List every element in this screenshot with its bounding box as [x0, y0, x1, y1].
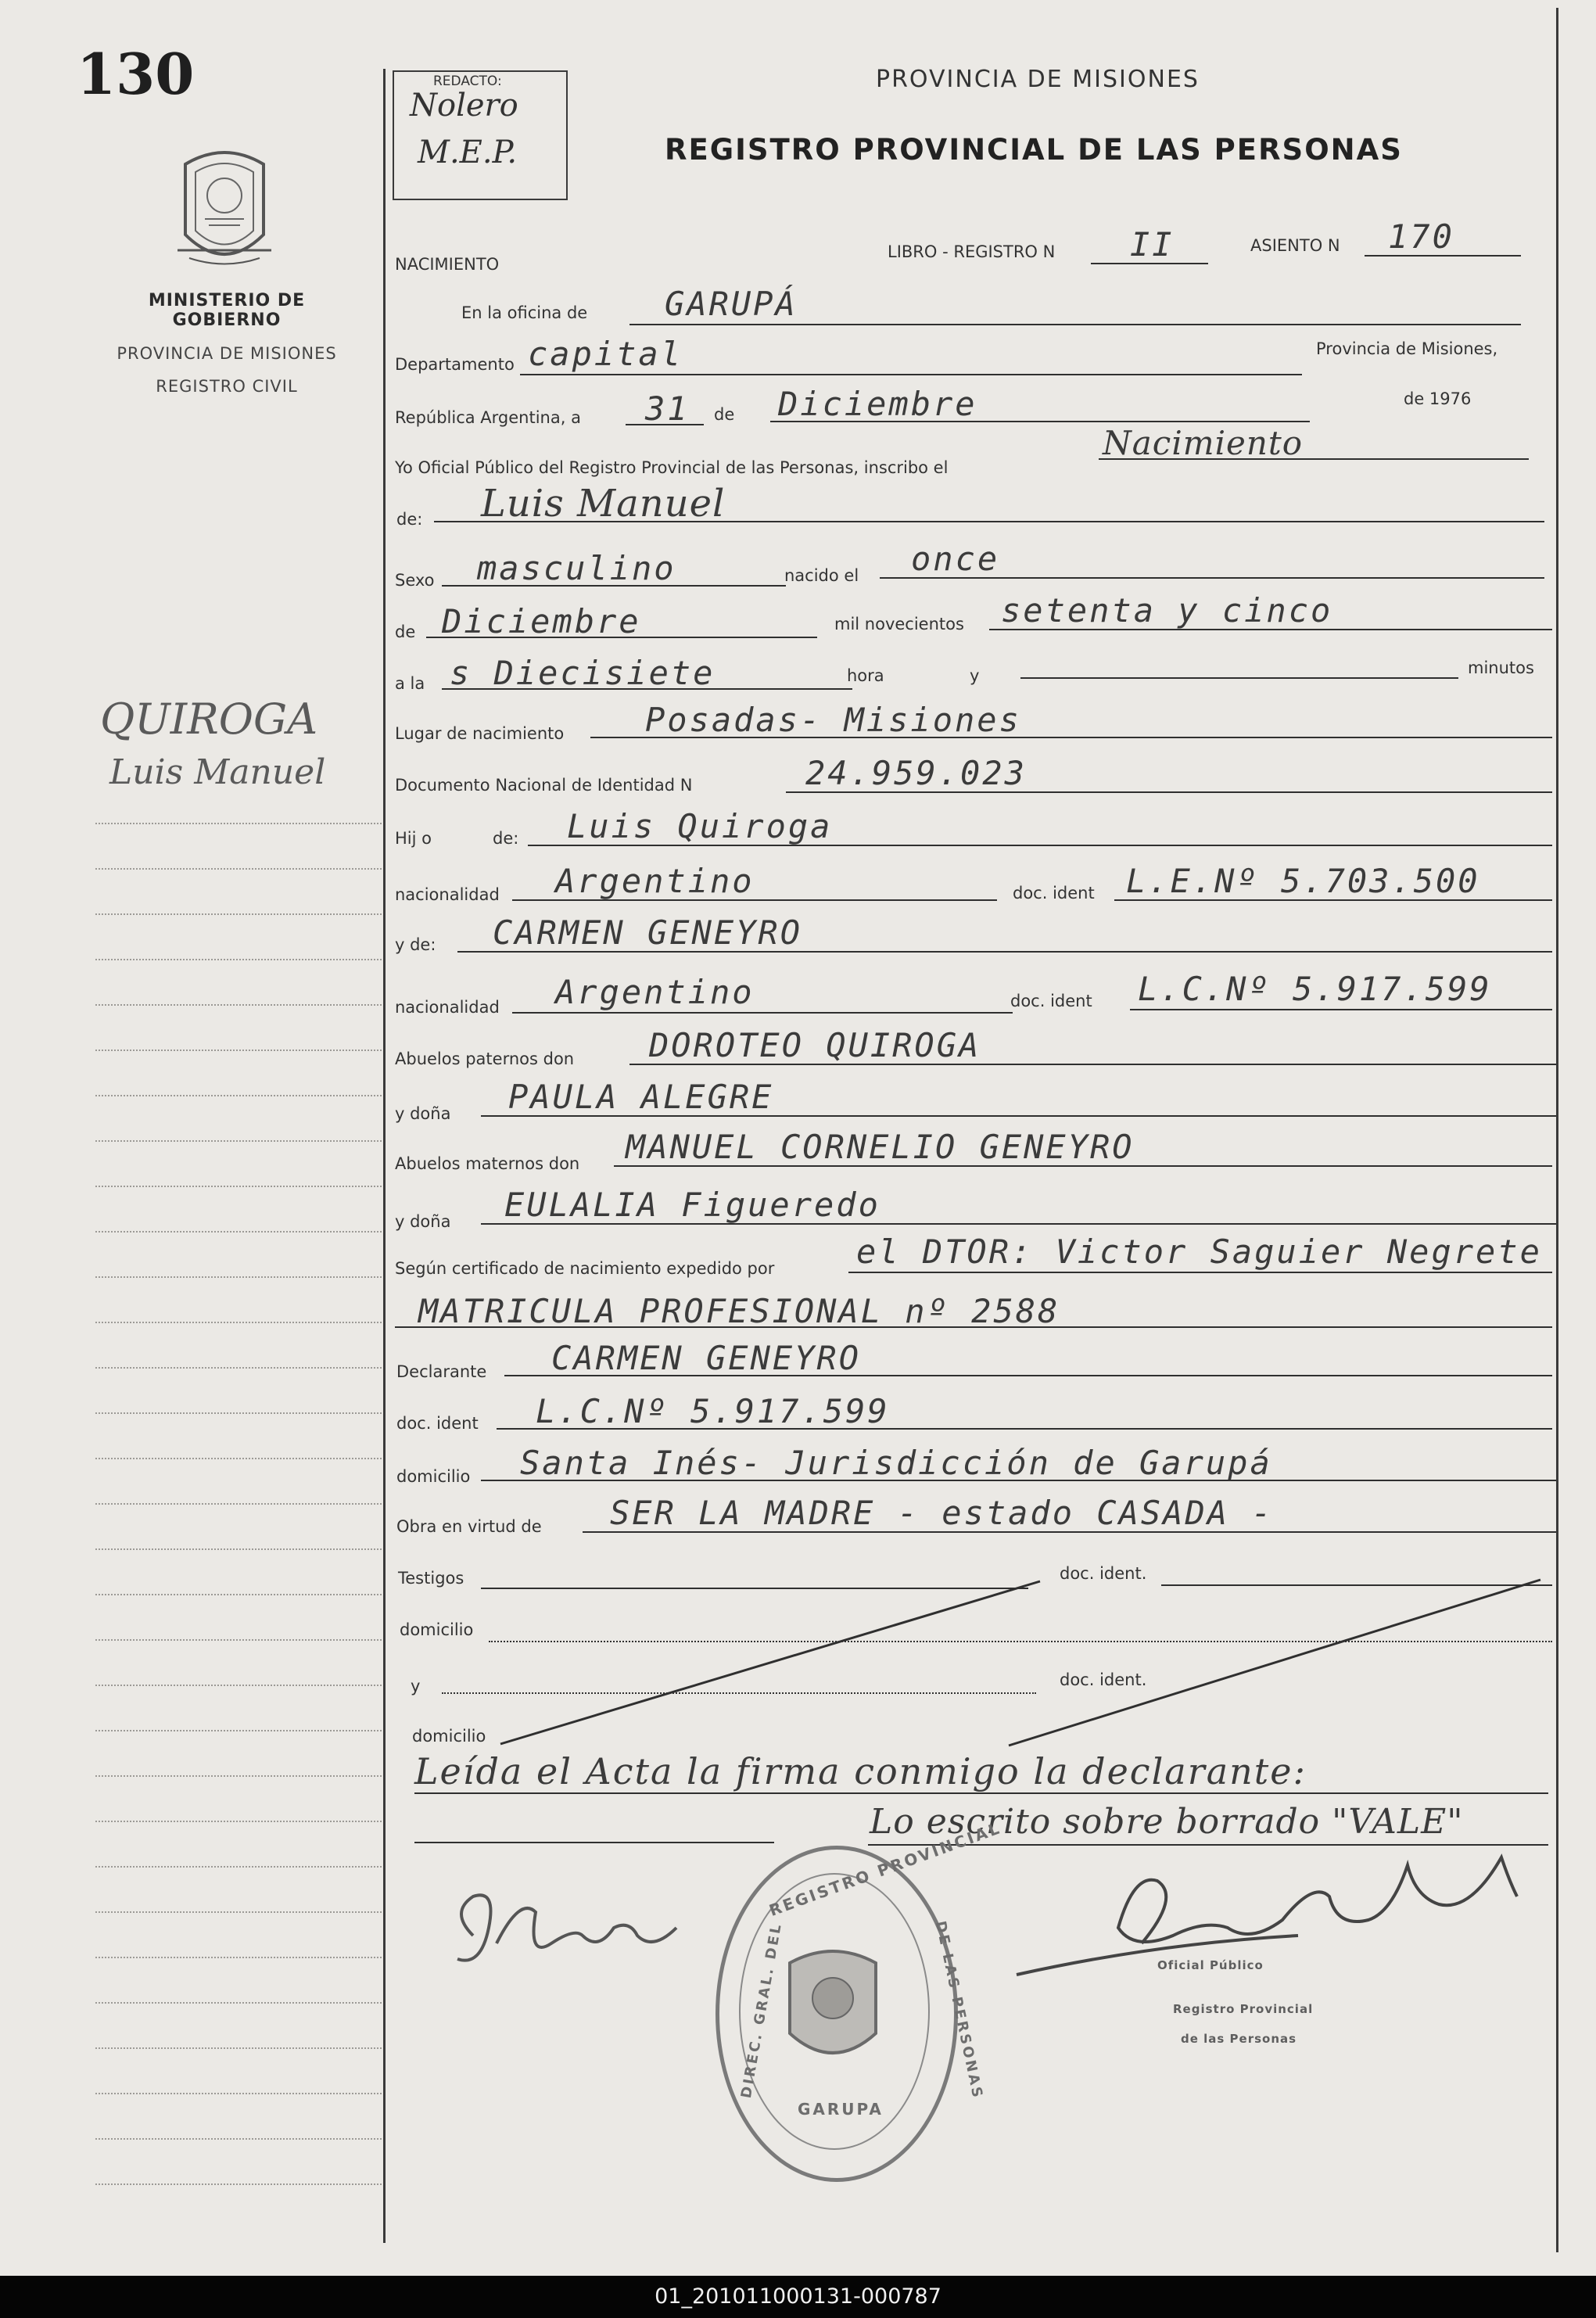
- abuelos-maternos-label: Abuelos maternos don: [395, 1154, 580, 1173]
- official-stamp-line-3: de las Personas: [1181, 2032, 1297, 2046]
- margin-rule: [95, 868, 385, 870]
- abuela-paterna: PAULA ALEGRE: [508, 1078, 774, 1116]
- dni-label: Documento Nacional de Identidad N: [395, 776, 693, 795]
- act-type: NACIMIENTO: [395, 255, 500, 274]
- abuelo-paterno-row: [395, 1026, 1552, 1078]
- madre-de-label: y de:: [395, 935, 436, 954]
- right-signature-graphic: [1001, 1850, 1540, 2006]
- dni-value: 24.959.023: [805, 754, 1027, 792]
- matricula-value: MATRICULA PROFESIONAL nº 2588: [418, 1292, 1060, 1330]
- margin-rule: [95, 823, 385, 824]
- nombre-label: de:: [396, 510, 423, 529]
- testigos-label: Testigos: [398, 1569, 464, 1588]
- abuela-paterna-label: y doña: [395, 1104, 451, 1123]
- margin-names: Luis Manuel: [109, 752, 326, 792]
- padre-documento: L.E.Nº 5.703.500: [1126, 862, 1480, 900]
- margin-rule: [95, 1957, 385, 1958]
- abuelo-materno-row: [395, 1128, 1552, 1182]
- form-right-border: [1556, 8, 1558, 2252]
- hora-label: hora: [847, 666, 884, 685]
- fecha-de-label: de: [714, 405, 735, 424]
- margin-rule: [95, 1095, 385, 1096]
- closing-line-1: Leída el Acta la firma conmigo la declarante:: [414, 1750, 1307, 1792]
- sexo-label: Sexo: [395, 571, 435, 590]
- dni-row: [395, 754, 1552, 810]
- registry-title: REGISTRO PROVINCIAL DE LAS PERSONAS: [665, 133, 1403, 167]
- declarante-doc-row: [395, 1392, 1552, 1445]
- madre-doc-label: doc. ident: [1010, 992, 1092, 1010]
- certificado-row: [395, 1233, 1552, 1290]
- departamento-row: [395, 335, 1552, 386]
- inscribo-label: Yo Oficial Público del Registro Provincial de las Personas, inscribo el: [395, 458, 949, 477]
- margin-rule: [95, 1458, 385, 1459]
- nacido-anio: setenta y cinco: [1001, 591, 1333, 630]
- margin-rule: [95, 2183, 385, 2185]
- provincial-crest-icon: [174, 141, 275, 274]
- hijo-label: Hij o: [395, 829, 432, 848]
- margin-rule: [95, 1231, 385, 1233]
- image-identifier: 01_201011000131-000787: [655, 2284, 941, 2309]
- redacto-handwriting: Nolero: [410, 88, 518, 124]
- margin-surname: QUIROGA: [100, 694, 318, 744]
- testigo1-doc-label: doc. ident.: [1060, 1564, 1147, 1583]
- margin-rule: [95, 1140, 385, 1142]
- margin-rule: [95, 1821, 385, 1822]
- abuela-materna-label: y doña: [395, 1212, 451, 1231]
- mes-label: de: [395, 623, 416, 641]
- testigo2-doc-label: doc. ident.: [1060, 1670, 1147, 1689]
- testigo1-domicilio-label: domicilio: [400, 1620, 474, 1639]
- margin-rule: [95, 1548, 385, 1550]
- y-label: y: [970, 666, 980, 685]
- redacto-initials: M.E.P.: [418, 135, 518, 170]
- testigo2-label: y: [411, 1677, 421, 1695]
- fecha-mes: Diciembre: [778, 385, 977, 423]
- madre-nac-row: [395, 970, 1552, 1024]
- hora-prefix: a la: [395, 674, 425, 693]
- departamento-label: Departamento: [395, 355, 515, 374]
- seal-crest-icon: [778, 1939, 888, 2072]
- domicilio-value: Santa Inés- Jurisdicción de Garupá: [520, 1444, 1272, 1482]
- madre-nac-label: nacionalidad: [395, 998, 500, 1017]
- margin-rule: [95, 913, 385, 915]
- provincia-suffix: Provincia de Misiones,: [1316, 339, 1498, 358]
- lugar-row: [395, 701, 1552, 755]
- fecha-row: [395, 385, 1552, 436]
- nombre-value: Luis Manuel: [481, 482, 726, 526]
- margin-rule: [95, 1050, 385, 1051]
- abuelo-paterno: DOROTEO QUIROGA: [649, 1026, 981, 1064]
- lugar-label: Lugar de nacimiento: [395, 724, 565, 743]
- seal-bottom-text: GARUPA: [798, 2100, 884, 2119]
- lugar-value: Posadas- Misiones: [645, 701, 1021, 739]
- certificado-label: Según certificado de nacimiento expedido por: [395, 1259, 775, 1278]
- madre-nacionalidad: Argentino: [555, 973, 755, 1011]
- abuelos-paternos-label: Abuelos paternos don: [395, 1050, 575, 1068]
- nacimiento-fecha-row: [395, 591, 1552, 652]
- margin-rule: [95, 2002, 385, 2004]
- margin-rule: [95, 1412, 385, 1414]
- declarante-doc-label: doc. ident: [396, 1414, 479, 1433]
- mil-label: mil novecientos: [834, 615, 964, 633]
- margin-rule: [95, 1866, 385, 1868]
- province-heading: PROVINCIA DE MISIONES: [876, 66, 1200, 93]
- domicilio-label: domicilio: [396, 1467, 471, 1486]
- abuelo-materno: MANUEL CORNELIO GENEYRO: [626, 1128, 1135, 1166]
- declarante-row: [395, 1339, 1552, 1394]
- libro-value: II: [1130, 225, 1175, 264]
- padre-nacionalidad: Argentino: [555, 862, 755, 900]
- redacto-label: REDACTO:: [433, 74, 502, 89]
- margin-rule: [95, 1503, 385, 1505]
- ministry-block: [94, 291, 360, 396]
- abuela-paterna-row: [395, 1078, 1552, 1132]
- madre-documento: L.C.Nº 5.917.599: [1138, 970, 1492, 1008]
- libro-label: LIBRO - REGISTRO N: [888, 242, 1056, 261]
- padre-nombre: Luis Quiroga: [567, 807, 833, 845]
- hora-row: [395, 654, 1552, 705]
- left-signature-graphic: [442, 1881, 692, 1990]
- margin-rule: [95, 1730, 385, 1731]
- asiento-value: 170: [1388, 217, 1454, 256]
- padre-doc-label: doc. ident: [1013, 884, 1095, 902]
- margin-rule: [95, 1594, 385, 1595]
- margin-rule: [95, 1775, 385, 1777]
- acto-value: Nacimiento: [1103, 424, 1304, 462]
- sexo-value: masculino: [477, 549, 676, 587]
- fecha-dia: 31: [645, 389, 690, 428]
- sexo-row: [395, 540, 1552, 601]
- minutos-label: minutos: [1468, 658, 1534, 677]
- margin-rule: [95, 1685, 385, 1686]
- left-signature: [461, 1994, 563, 2013]
- abuela-materna: EULALIA Figueredo: [504, 1186, 880, 1224]
- padre-de-label: de:: [493, 829, 519, 848]
- page-number: 130: [77, 41, 195, 107]
- obra-value: SER LA MADRE - estado CASADA -: [610, 1494, 1274, 1532]
- anio-label: de 1976: [1404, 389, 1472, 408]
- official-stamp-line-2: Registro Provincial: [1173, 2002, 1314, 2016]
- oficina-value: GARUPÁ: [665, 285, 798, 323]
- act-header-row: [395, 217, 1552, 278]
- margin-rule: [95, 2138, 385, 2140]
- margin-rule: [95, 1004, 385, 1006]
- declarante-doc: L.C.Nº 5.917.599: [536, 1392, 890, 1430]
- margin-rule: [95, 959, 385, 960]
- redacto-box: [393, 70, 568, 200]
- margin-rule: [95, 1322, 385, 1323]
- declarante-value: CARMEN GENEYRO: [551, 1339, 862, 1377]
- margin-rule: [95, 1186, 385, 1187]
- madre-row: [395, 913, 1552, 967]
- obra-row: [395, 1494, 1552, 1550]
- margin-rule: [95, 1639, 385, 1641]
- testigo2-domicilio-label: domicilio: [412, 1727, 486, 1746]
- republica-label: República Argentina, a: [395, 408, 581, 427]
- oficina-label: En la oficina de: [461, 303, 588, 322]
- nacido-dia: once: [911, 540, 1000, 578]
- seal-right-text: DE LAS PERSONAS: [931, 1919, 986, 2101]
- margin-rule: [95, 1367, 385, 1369]
- form-left-border: [383, 69, 386, 2243]
- oficina-row: [395, 285, 1552, 336]
- obra-label: Obra en virtud de: [396, 1517, 542, 1536]
- padre-nac-label: nacionalidad: [395, 885, 500, 904]
- margin-rule: [95, 1276, 385, 1278]
- seal-top-text: REGISTRO PROVINCIAL: [766, 1818, 1004, 1920]
- official-stamp-line-1: Oficial Público: [1157, 1958, 1264, 1972]
- padre-nac-row: [395, 862, 1552, 913]
- cancel-strike-lines: [493, 1572, 1548, 1752]
- margin-rule: [95, 2093, 385, 2094]
- ministry-office: REGISTRO CIVIL: [156, 377, 298, 396]
- ministry-province: PROVINCIA DE MISIONES: [117, 344, 337, 363]
- margin-rule: [95, 1911, 385, 1913]
- seal-left-text: DIREC. GRAL. DEL: [737, 1921, 786, 2100]
- domicilio-row: [395, 1444, 1552, 1498]
- ministry-name: MINISTERIO DE GOBIERNO: [148, 291, 306, 330]
- closing-line-2: Lo escrito sobre borrado "VALE": [870, 1802, 1464, 1842]
- nacido-mes: Diciembre: [442, 602, 641, 640]
- asiento-label: ASIENTO N: [1250, 236, 1340, 255]
- departamento-value: capital: [528, 335, 683, 373]
- certificado-emisor: el DTOR: Victor Saguier Negrete: [856, 1233, 1542, 1271]
- madre-nombre: CARMEN GENEYRO: [493, 913, 803, 952]
- declarante-label: Declarante: [396, 1362, 487, 1381]
- nombre-row: [395, 482, 1552, 540]
- matricula-row: [395, 1292, 1552, 1342]
- nacido-label: nacido el: [784, 566, 859, 585]
- margin-rule: [95, 2047, 385, 2049]
- padre-row: [395, 807, 1552, 860]
- hora-value: s Diecisiete: [450, 654, 716, 692]
